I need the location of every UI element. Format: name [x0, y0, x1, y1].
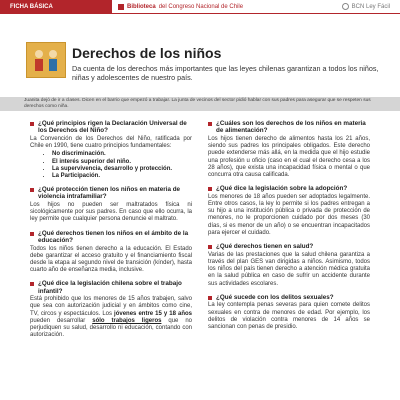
library-logo-icon	[118, 4, 124, 10]
question-heading: ¿Qué dice la legislación chilena sobre el trabajo infantil?	[38, 280, 182, 295]
section-adopcion	[208, 185, 370, 237]
section-violencia	[30, 186, 192, 224]
library-name-rest: del Congreso Nacional de Chile	[158, 3, 244, 10]
answer-text: Varias de las prestaciones que la salud chilena garantiza a través del plan GES van dirigidas a niños. Asimismo, todos los niños del país tienen derecho a atención médica gratuita en la salud pública en caso de sufrir un accidente durante sus actividades escolares.	[208, 251, 370, 287]
answer-text: Los menores de 18 años pueden ser adoptados legalmente. Entre otros casos, la ley lo permite si los padres entregan a su hijo a una institución pública o privada de protección de menores, no le proporcionen cuidado por dos meses (30 días, si es menor de un año) o se encuentran incapacitados para ejercer el cuidado.	[208, 193, 370, 236]
bullet-icon	[208, 187, 212, 191]
answer-part: pueden desarrollar	[30, 317, 93, 324]
bcn-ley-facil-brand	[342, 0, 400, 14]
question-heading: ¿Qué dice la legislación sobre la adopción?	[216, 185, 348, 193]
bullet-icon	[30, 282, 34, 286]
list-item: • La supervivencia, desarrollo y protección.	[52, 166, 192, 173]
intro-quote: Juanita dejó de ir a clases. Dicen en el barrio que empezó a trabajar. La junta de vecinos del sector pidió hablar con sus padres para asegurar que se respeten sus derechos como niña.	[0, 97, 400, 111]
question-heading: ¿Cuáles son los derechos de los niños en materia de alimentación?	[216, 120, 366, 135]
section-salud	[208, 243, 370, 288]
bullet-icon	[30, 232, 34, 236]
question-heading: ¿Qué derechos tienen los niños en el ámbito de la educación?	[38, 229, 189, 244]
page-subtitle: Da cuenta de los derechos más importantes que las leyes chilenas garantizan a todos los niños, niñas y adolescentes de nuestro país.	[72, 64, 379, 82]
library-name-bold: Biblioteca	[127, 3, 156, 10]
answer-text: Los hijos tienen derecho de alimentos hasta los 21 años, siendo sus padres los principales obligados. Este derecho puede extenderse más allá, en la medida que el hijo estudie una profesión u oficio (caso en el cual el derecho cesa a los 28 años), que exista una incapacidad física o mental o que concurra otra causa calificada.	[208, 135, 370, 178]
section-delitos-sexuales	[208, 294, 370, 332]
question-heading: ¿Qué principios rigen la Declaración Universal de los Derechos del Niño?	[38, 120, 187, 135]
header-bar	[0, 0, 400, 14]
bullet-icon	[30, 188, 34, 192]
answer-emphasis: jóvenes entre 15 y 18 años	[114, 310, 192, 317]
list-item: • La Participación.	[52, 173, 192, 180]
section-trabajo-infantil	[30, 280, 192, 339]
question-heading: ¿Qué derechos tienen en salud?	[216, 243, 314, 251]
answer-emphasis: sólo trabajos ligeros	[92, 317, 162, 324]
principles-list	[30, 151, 192, 180]
answer-text: Los hijos no pueden ser maltratados física ni sicológicamente por sus padres. En caso que ello ocurra, la ley permite que cualquier persona denuncie el maltrato.	[30, 202, 192, 223]
answer-part: Está prohibido que los menores de 15 años trabajen, salvo que sea con autorización judicial y en ámbitos como cine, TV, circos y espectáculos. Los	[30, 296, 192, 317]
ficha-basica-label: FICHA BÁSICA	[0, 0, 112, 14]
bullet-icon	[208, 245, 212, 249]
section-principios	[30, 120, 192, 180]
left-column	[30, 120, 192, 345]
section-educacion	[30, 230, 192, 275]
answer-text: La Convención de los Derechos del Niño, ratificada por Chile en 1990, tiene cuatro principios fundamentales:	[30, 135, 192, 150]
answer-text: Todos los niños tienen derecho a la educación. El Estado debe garantizar el acceso gratuito y el financiamiento fiscal desde la etapa al segundo nivel de transición (kínder), hasta cuarto año de enseñanza media, inclusive.	[30, 245, 192, 274]
bullet-icon	[208, 122, 212, 126]
question-heading: ¿Qué protección tienen los niños en materia de violencia intrafamiliar?	[38, 186, 181, 201]
page-title: Derechos de los niños	[72, 45, 222, 61]
bullet-icon	[208, 296, 212, 300]
bcn-logo-icon	[342, 3, 349, 10]
list-item: • No discriminación.	[52, 151, 192, 158]
question-heading: ¿Qué sucede con los delitos sexuales?	[216, 293, 334, 301]
right-column	[208, 120, 370, 337]
children-illustration-icon	[26, 42, 66, 78]
answer-part: que no perjudiquen su salud, desarrollo ni educación, contando con autorización.	[30, 317, 192, 339]
answer-text	[30, 296, 192, 339]
answer-text: La ley contempla penas severas para quien comete delitos sexuales en contra de menores de edad. Por ejemplo, los delitos de violación contra menores de 14 años se sancionan con penas de presidio.	[208, 302, 370, 331]
section-alimentacion	[208, 120, 370, 179]
bcn-ley-facil-label: BCN Ley Fácil	[351, 3, 390, 10]
bullet-icon	[30, 122, 34, 126]
library-banner	[112, 0, 342, 14]
list-item: • El interés superior del niño.	[52, 159, 192, 166]
